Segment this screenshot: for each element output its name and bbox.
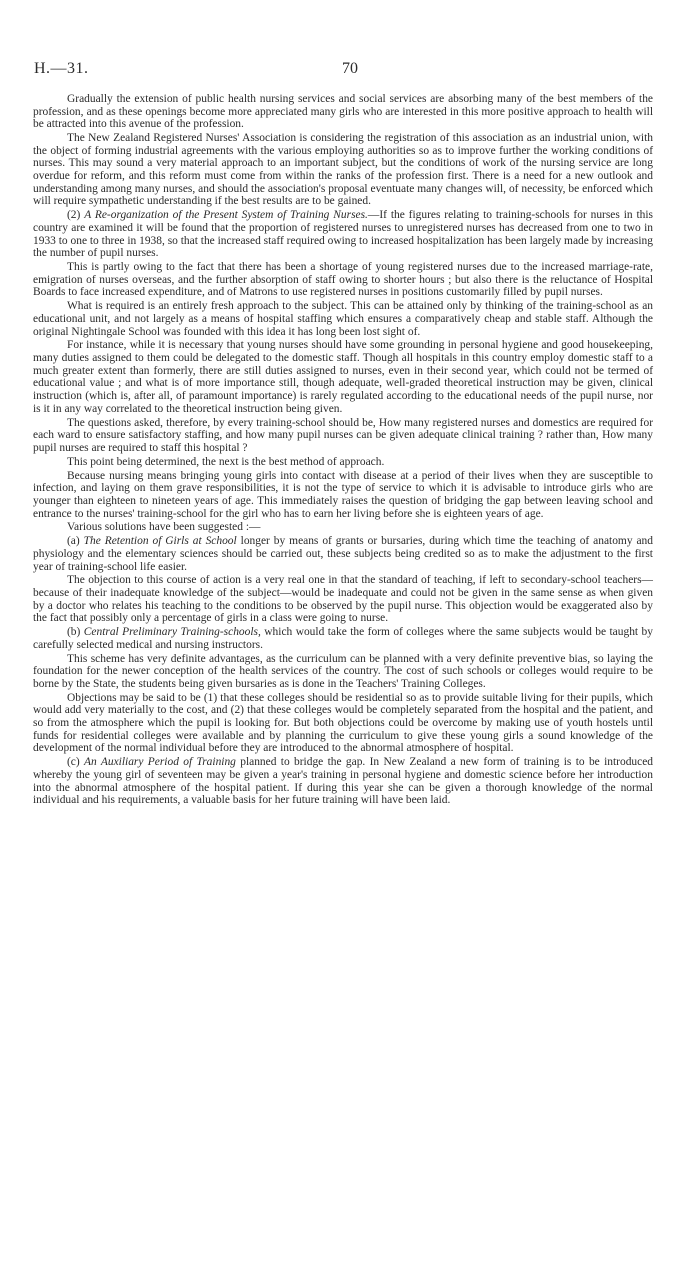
paragraph: What is required is an entirely fresh approach to the subject. This can be attained only by thinking of the training-school as an educational unit, and not largely as a means of hospital staffing which ensures a comparatively cheap and stable staff. Although the original Nightingale School was founded with this idea it has long been lost sight of.: [33, 300, 653, 338]
paragraph: The objection to this course of action is a very real one in that the standard of teaching, if left to secondary-school teachers—because of their inadequate knowledge of the subject—would be inadequate and could not be given in the same sense as when given by a doctor who relates his teaching to the conditions to be observed by the pupil nurse. This objection would be exaggerated also by the fact that possibly only a percentage of girls in a class were going to nurse.: [33, 574, 653, 625]
section-heading: A Re-organization of the Present System of Training Nurses.: [84, 209, 368, 222]
item-heading: Central Preliminary Training-schools,: [83, 626, 261, 639]
paragraph: Objections may be said to be (1) that these colleges should be residential so as to provide suitable living for their pupils, which would add very materially to the cost, and (2) that these colleges would be completely separated from the hospital and the patient, and so from the atmosphere which the pupil is looking for. But both objections could be overcome by making use of youth hostels until funds for residential colleges were available and by planning the curriculum to give these young girls a sound knowledge of the development of the normal individual before they are introduced to the abnormal atmosphere of hospital.: [33, 691, 653, 755]
paragraph: Various solutions have been suggested :—: [67, 521, 261, 534]
paragraph: This point being determined, the next is the best method of approach.: [67, 455, 385, 468]
page-number: 70: [342, 60, 358, 77]
item-c-paragraph: (c) An Auxiliary Period of Training planned to bridge the gap. In New Zealand a new form of training is to be introduced whereby the young girl of seventeen may be given a year's training in personal hygiene and domestic science before her introduction into the abnormal atmosphere of the hospital patient. If during this year she can be given a thorough knowledge of the normal individual and his requirements, a valuable basis for her future training will have been laid.: [33, 756, 653, 807]
item-a-paragraph: (a) The Retention of Girls at School longer by means of grants or bursaries, during which time the teaching of anatomy and physiology and the elementary sciences should be carried out, these subjects being credited so as to make the adjustment to the first year of training-school life easier.: [33, 535, 653, 573]
item-heading: The Retention of Girls at School: [83, 535, 237, 548]
paragraph: The questions asked, therefore, by every training-school should be, How many registered nurses and domestics are required for each ward to ensure satisfactory staffing, and how many pupil nurses can be given adequate clinical training ? rather than, How many pupil nurses are required to staff this hospital ?: [33, 416, 653, 454]
item-b-paragraph: (b) Central Preliminary Training-schools, which would take the form of colleges where the same subjects would be taught by carefully selected medical and nursing instructors.: [33, 626, 653, 651]
section-2-paragraph: (2) A Re-organization of the Present System of Training Nurses.—If the figures relating to training-schools for nurses in this country are examined it will be found that the proportion of registered nurses to unregistered nurses has decreased from one to two in 1933 to one to three in 1938, so that the increased staff required owing to increased hospitalization has been largely made by increasing the number of pupil nurses.: [33, 209, 653, 260]
paragraph: This scheme has very definite advantages, as the curriculum can be planned with a very definite preventive bias, so laying the foundation for the newer conception of the health services of the country. The cost of such schools or colleges would require to be borne by the State, the students being given bursaries as is done in the Teachers' Training Colleges.: [33, 652, 653, 690]
paragraph: Gradually the extension of public health nursing services and social services are absorbing many of the best members of the profession, and as these openings become more appreciated many girls who are interested in this more positive approach to health will be attracted into this avenue of the profession.: [33, 93, 653, 131]
paragraph: For instance, while it is necessary that young nurses should have some grounding in personal hygiene and good housekeeping, many duties assigned to them could be delegated to the domestic staff. Though all hospitals in this country employ domestic staff to a much greater extent than formerly, there are still duties assigned to nurses, even in their second year, which could not be termed of educational value ; and what is of more importance still, though adequate, well-graded theoretical instruction may be given, clinical instruction (which is, after all, of paramount importance) is rarely regulated according to the educational needs of the pupil nurse, nor is it in any way correlated to the theoretical instruction being given.: [33, 339, 653, 415]
paragraph: This is partly owing to the fact that there has been a shortage of young registered nurses due to the increased marriage-rate, emigration of nurses overseas, and the further absorption of staff owing to shorter hours ; but also there is the reluctance of Hospital Boards to face increased expenditure, and of Matrons to use registered nurses in positions customarily filled by pupil nurses.: [33, 261, 653, 299]
document-reference: H.—31.: [34, 60, 89, 77]
item-heading: An Auxiliary Period of Training: [84, 756, 236, 769]
body-text: [33, 93, 653, 808]
page-header: [20, 60, 680, 82]
paragraph: Because nursing means bringing young girls into contact with disease at a period of their lives when they are susceptible to infection, and laying on them grave responsibilities, it is not the type of service to which it is advisable to introduce girls who are younger than eighteen to nineteen years of age. This immediately raises the question of bridging the gap between leaving school and entrance to the nurses' training-school for the girl who has to earn her living before she is eighteen years of age.: [33, 469, 653, 520]
paragraph: The New Zealand Registered Nurses' Association is considering the registration of this association as an industrial union, with the object of forming industrial agreements with the various employing authorities so as to improve further the working conditions of nurses. This may sound a very material approach to an important subject, but the conditions of work of the nursing service are long overdue for reform, and this reform must come from within the ranks of the profession first. There is a need for a new outlook and understanding among many nurses, and should the association's proposal eventuate many changes will, of necessity, be enforced which will require sympathetic understanding if the best results are to be gained.: [33, 132, 653, 208]
